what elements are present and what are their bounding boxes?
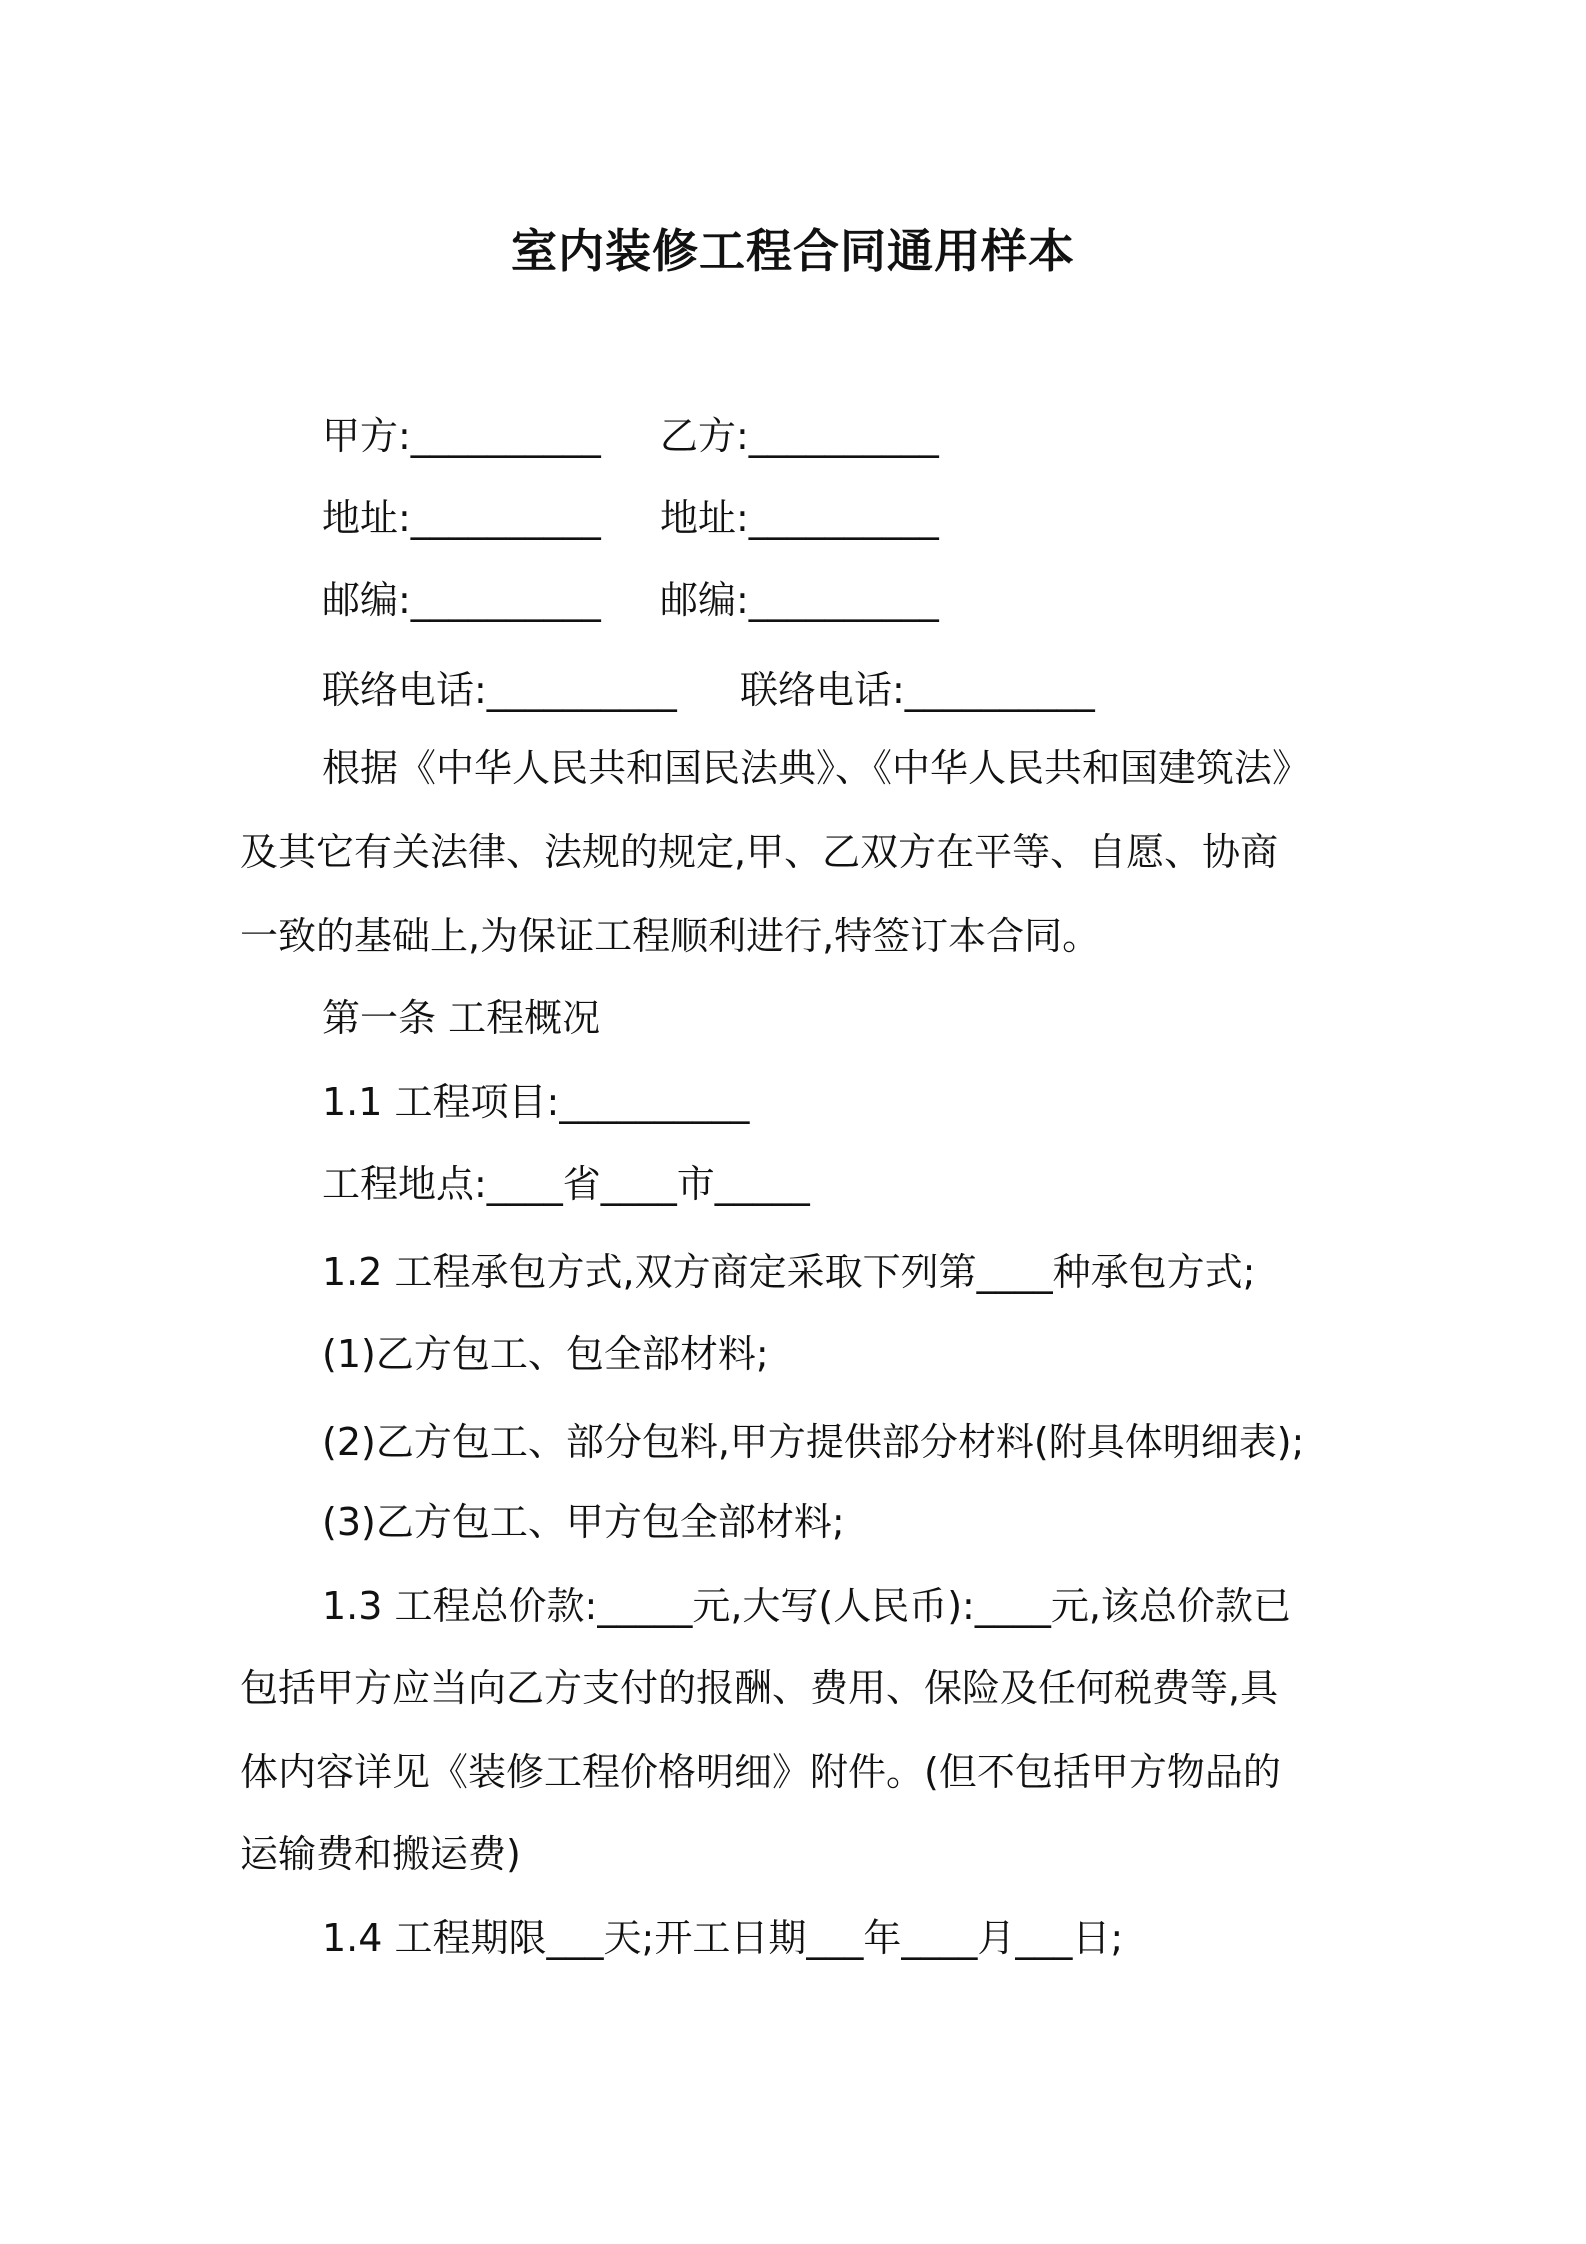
item-1-1: 1.1 工程项目:__________ bbox=[322, 1080, 750, 1124]
item-1-3-line-2: 包括甲方应当向乙方支付的报酬、费用、保险及任何税费等,具 bbox=[240, 1666, 1279, 1710]
party-a-name: 甲方:__________ bbox=[322, 414, 601, 458]
document-title: 室内装修工程合同通用样本 bbox=[511, 224, 1075, 278]
item-1-4: 1.4 工程期限___天;开工日期___年____月___日; bbox=[322, 1916, 1124, 1960]
item-1-3-line-1: 1.3 工程总价款:_____元,大写(人民币):____元,该总价款已 bbox=[322, 1584, 1291, 1628]
intro-line-3: 一致的基础上,为保证工程顺利进行,特签订本合同。 bbox=[240, 914, 1101, 958]
party-b-address: 地址:__________ bbox=[660, 496, 939, 540]
party-b-name: 乙方:__________ bbox=[660, 414, 939, 458]
option-2: (2)乙方包工、部分包料,甲方提供部分材料(附具体明细表); bbox=[322, 1420, 1305, 1464]
project-location: 工程地点:____省____市_____ bbox=[322, 1162, 810, 1206]
item-1-3-line-4: 运输费和搬运费) bbox=[240, 1832, 521, 1876]
article-1-heading: 第一条 工程概况 bbox=[322, 996, 601, 1040]
item-1-2: 1.2 工程承包方式,双方商定采取下列第____种承包方式; bbox=[322, 1250, 1256, 1294]
option-3: (3)乙方包工、甲方包全部材料; bbox=[322, 1500, 845, 1544]
party-b-phone: 联络电话:__________ bbox=[740, 668, 1095, 712]
intro-line-1: 根据《中华人民共和国民法典》、《中华人民共和国建筑法》 bbox=[322, 746, 1311, 790]
option-1: (1)乙方包工、包全部材料; bbox=[322, 1332, 769, 1376]
party-a-phone: 联络电话:__________ bbox=[322, 668, 677, 712]
party-a-postcode: 邮编:__________ bbox=[322, 578, 601, 622]
intro-line-2: 及其它有关法律、法规的规定,甲、乙双方在平等、自愿、协商 bbox=[240, 830, 1279, 874]
party-b-postcode: 邮编:__________ bbox=[660, 578, 939, 622]
party-a-address: 地址:__________ bbox=[322, 496, 601, 540]
item-1-3-line-3: 体内容详见《装修工程价格明细》附件。(但不包括甲方物品的 bbox=[240, 1750, 1281, 1794]
